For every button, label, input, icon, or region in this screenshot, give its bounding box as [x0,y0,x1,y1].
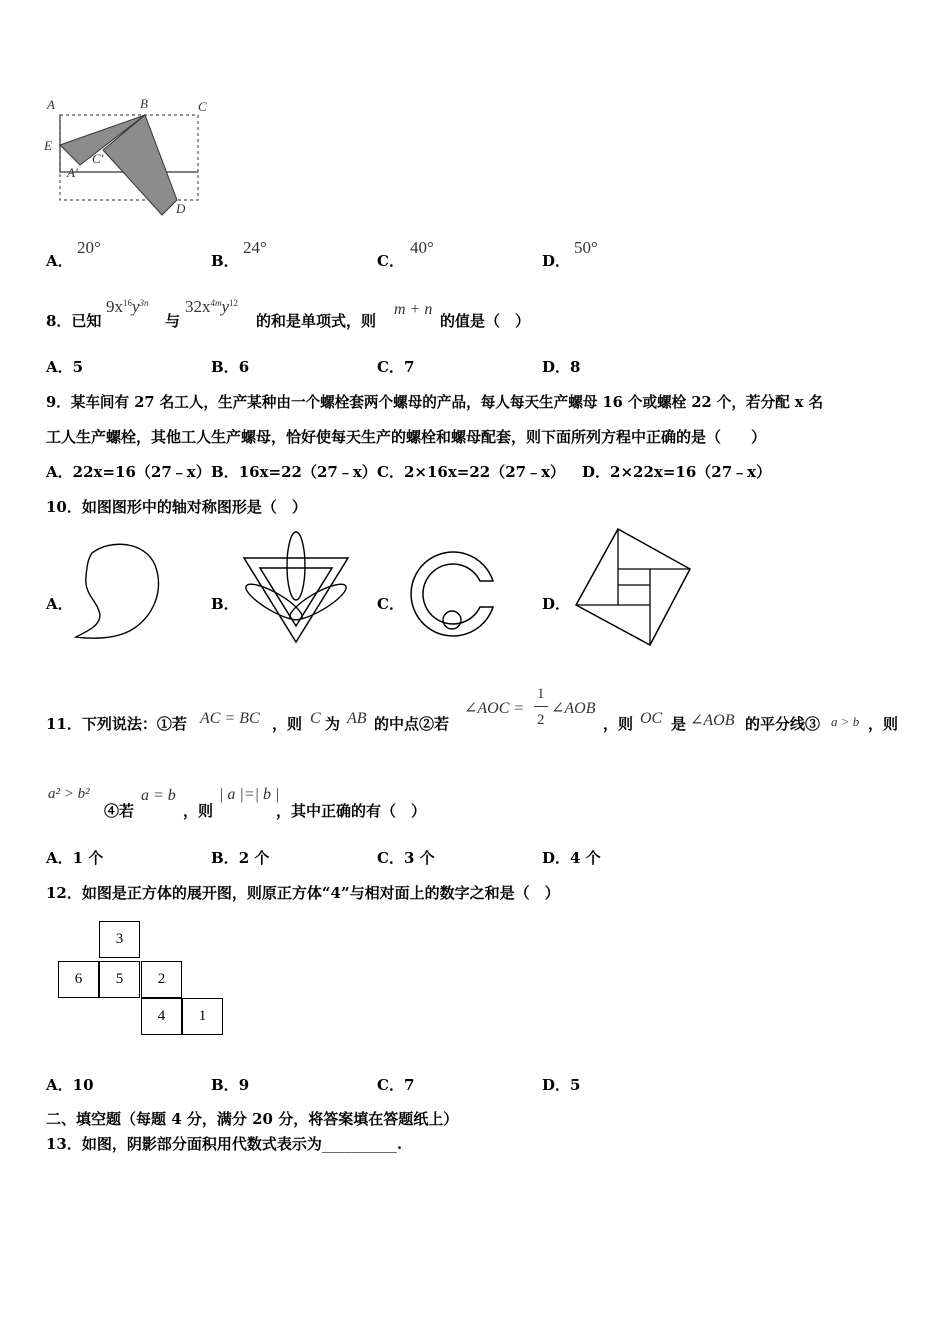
fig-label-d: D [176,201,186,216]
q11-frac-bar [534,706,548,707]
fig-label-a-prime: A' [67,165,78,180]
q10-option-b-label: B． [211,595,239,613]
q7-option-b-label: B． [211,252,239,270]
q12-option-a: A．10 [46,1076,94,1094]
net-cell: 2 [141,961,182,998]
q11-option-d: D．4 个 [542,849,601,867]
section-heading: 二、填空题（每题 4 分，满分 20 分，将答案填在答题纸上） [46,1110,459,1128]
fig-label-b: B [140,96,148,111]
fig-label-c-prime: C' [92,151,104,166]
q11-a-gt-b: a > b [831,714,860,729]
q12-option-d: D．5 [542,1076,581,1094]
net-cell: 4 [141,998,182,1035]
q9-line2: 工人生产螺栓，其他工人生产螺母，恰好使每天生产的螺栓和螺母配套，则下面所列方程中正确的是（ ） [46,428,767,446]
net-cell: 5 [99,961,140,998]
q12-option-b: B．9 [211,1076,250,1094]
q11-t1: ，则 [272,715,303,733]
q11-t2: 为 [325,715,341,733]
net-cell: 3 [99,921,140,958]
q8-expr: m + n [394,301,433,318]
q11-frac-num: 1 [537,686,545,702]
q7-option-b-value: 24° [243,238,267,257]
net-cell: 6 [58,961,99,998]
q9-option-c: C．2×16x=22（27﹣x） [377,463,566,481]
q13-text: 13．如图，阴影部分面积用代数式表示为__________. [46,1135,403,1153]
net-cell: 1 [182,998,223,1035]
q8-suffix: 的值是（ ） [440,312,531,330]
q8-term2: $32x^{4m}y^{12}$ [185,297,239,316]
q11-t6: 的平分线③ [745,715,821,733]
fig-label-c: C [198,99,207,114]
q11-t10: ，其中正确的有（ ） [276,802,427,820]
q9-line1: 9．某车间有 27 名工人，生产某种由一个螺栓套两个螺母的产品，每人每天生产螺母 16 个或螺栓 22 个，若分配 x 名 [46,394,824,411]
q12-option-c: C．7 [377,1076,415,1094]
q11-squares: a² > b² [48,786,90,802]
q8-option-c: C．7 [377,358,415,376]
c-ring-figure [405,543,500,643]
q7-option-a-label: A． [46,252,73,270]
q11-abs: | a |=| b | [219,786,280,803]
q8-mid-text: 的和是单项式，则 [256,312,377,330]
q7-option-a-value: 20° [77,238,101,257]
q11-oc: OC [640,710,663,727]
q11-option-a: A．1 个 [46,849,104,867]
comma-shape-figure [70,535,165,645]
q8-middle: 与 [165,312,181,330]
q7-option-d-label: D． [542,252,571,270]
q11-t5: 是 [671,715,687,733]
q11-option-c: C．3 个 [377,849,435,867]
q10-option-c-label: C． [377,595,404,613]
q11-prefix: 11．下列说法：①若 [46,715,187,733]
fig-label-a: A [47,97,55,112]
q8-option-b: B．6 [211,358,250,376]
q11-eq1: AC = BC [200,710,260,727]
q11-c: C [310,710,321,727]
q11-angle-rhs: ∠AOB [551,700,596,717]
pinwheel-square-figure [570,525,695,650]
q11-t4: ，则 [603,715,634,733]
q11-option-b: B．2 个 [211,849,270,867]
q11-a-eq-b: a = b [141,787,176,804]
q12-question: 12．如图是正方体的展开图，则原正方体“4”与相对面上的数字之和是（ ） [46,884,560,902]
q8-option-a: A．5 [46,358,84,376]
q7-option-d-value: 50° [574,238,598,257]
q7-option-c-value: 40° [410,238,434,257]
q11-t3: 的中点②若 [374,715,450,733]
q8-prefix: 8．已知 [46,312,102,330]
q11-aob: ∠AOB [690,712,735,729]
q9-option-a: A．22x=16（27﹣x） [46,463,211,481]
fig-label-e: E [44,138,52,153]
q11-t7: ，则 [868,715,899,733]
q10-option-a-label: A． [46,595,73,613]
q10-option-d-label: D． [542,595,571,613]
q9-option-d: D．2×22x=16（27﹣x） [582,463,772,481]
q11-angle-lhs: ∠AOC = [464,700,525,717]
q11-t9: ，则 [183,802,214,820]
q9-option-b: B．16x=22（27﹣x） [211,463,377,481]
q7-option-c-label: C． [377,252,404,270]
q11-frac-den: 2 [537,712,545,728]
folded-rectangle-figure [40,95,220,220]
q11-ab: AB [347,710,367,727]
q8-option-d: D．8 [542,358,581,376]
q8-term1: $9x^{16}y^{3n}$ [106,297,149,316]
q10-question: 10．如图图形中的轴对称图形是（ ） [46,498,307,516]
triangle-ellipses-figure [240,530,352,648]
q11-t8: ④若 [104,802,135,820]
